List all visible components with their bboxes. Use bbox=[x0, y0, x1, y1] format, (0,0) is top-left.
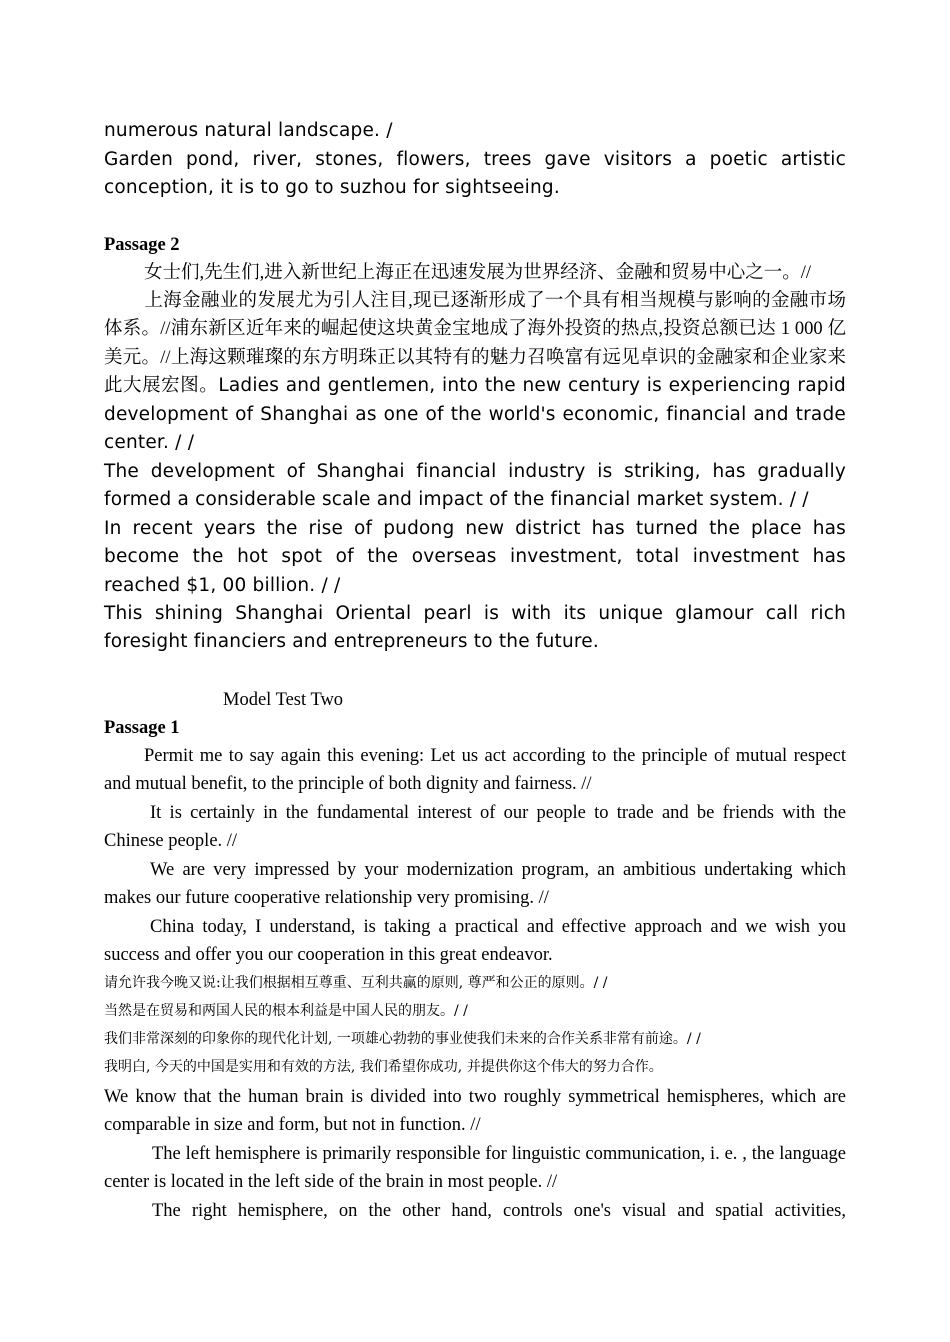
translation-line-2: 当然是在贸易和两国人民的根本利益是中国人民的朋友。/ / bbox=[104, 1003, 468, 1019]
passage-2-chinese-paragraph-2 bbox=[104, 287, 846, 457]
translation-line-3: 我们非常深刻的印象你的现代化计划, 一项雄心勃勃的事业使我们未来的合作关系非常有前途。/ / bbox=[104, 1031, 701, 1047]
model-test-title: Model Test Two bbox=[223, 690, 344, 710]
model-test-passage-1-heading: Passage 1 bbox=[104, 718, 180, 738]
passage-2-chinese-text: 上海金融业的发展尤为引人注目,现已逐渐形成了一个具有相当规模与影响的金融市场体系。//浦东新区近年来的崛起使这块黄金宝地成了海外投资的热点,投资总额已达 1 000 亿美元。//上海这颗璀璨的东方明珠正以其特有的魅力召唤富有远见卓识的金融家和企业家来此大展宏图。 bbox=[104, 291, 846, 397]
passage-2-english-paragraph-3: In recent years the rise of pudong new district has turned the place has become the hot spot of the overseas investment, total investment has reached $1, 00 billion. / / bbox=[104, 518, 846, 596]
translation-line-1: 请允许我今晚又说:让我们根据相互尊重、互利共赢的原则, 尊严和公正的原则。/ / bbox=[104, 975, 608, 991]
model-test-paragraph-4: China today, I understand, is taking a practical and effective approach and we wish you success and offer you our cooperation in this great endeavor. bbox=[104, 917, 846, 966]
continuation-line: numerous natural landscape. / bbox=[104, 120, 393, 141]
model-test-paragraph-2: It is certainly in the fundamental interest of our people to trade and be friends with the Chinese people. // bbox=[104, 803, 846, 852]
passage-2-heading: Passage 2 bbox=[104, 235, 180, 255]
passage-2-chinese-paragraph-1: 女士们,先生们,进入新世纪上海正在迅速发展为世界经济、金融和贸易中心之一。// bbox=[144, 263, 812, 283]
passage-2-english-intro: Ladies and gentlemen, into the new century is experiencing rapid development of Shanghai as one of the world's economic, financial and trade center. / / bbox=[104, 375, 846, 454]
passage-2-english-paragraph-2: The development of Shanghai financial industry is striking, has gradually formed a considerable scale and impact of the financial market system. / / bbox=[104, 461, 846, 511]
model-test-paragraph-6: The left hemisphere is primarily responsible for linguistic communication, i. e. , the language center is located in the left side of the brain in most people. // bbox=[104, 1144, 846, 1193]
model-test-paragraph-1: Permit me to say again this evening: Let us act according to the principle of mutual respect and mutual benefit, to the principle of both dignity and fairness. // bbox=[104, 746, 846, 795]
model-test-paragraph-7: The right hemisphere, on the other hand, controls one's visual and spatial activities, bbox=[152, 1201, 846, 1221]
model-test-paragraph-5: We know that the human brain is divided into two roughly symmetrical hemispheres, which are comparable in size and form, but not in function. // bbox=[104, 1087, 846, 1136]
model-test-paragraph-3: We are very impressed by your modernization program, an ambitious undertaking which makes our future cooperative relationship very promising. // bbox=[104, 860, 846, 909]
translation-line-4: 我明白, 今天的中国是实用和有效的方法, 我们希望你成功, 并提供你这个伟大的努力合作。 bbox=[104, 1059, 663, 1075]
continuation-paragraph: Garden pond, river, stones, flowers, trees gave visitors a poetic artistic conception, it is to go to suzhou for sightseeing. bbox=[104, 149, 846, 199]
passage-2-english-paragraph-4: This shining Shanghai Oriental pearl is with its unique glamour call rich foresight financiers and entrepreneurs to the future. bbox=[104, 603, 846, 653]
